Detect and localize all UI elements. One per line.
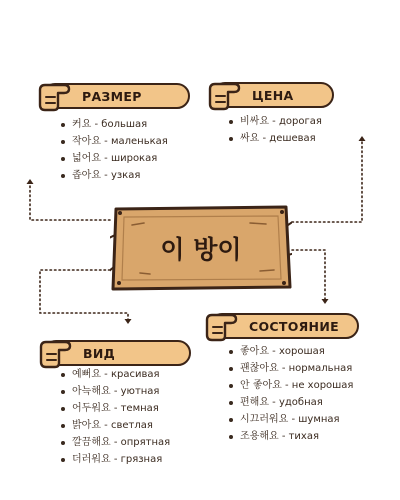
look-label-text: ВИД — [83, 345, 116, 361]
list-item: 예뻐요 - красивая — [60, 366, 170, 383]
list-item: 더러워요 - грязная — [60, 451, 170, 468]
list-item: 좁아요 - узкая — [60, 167, 168, 184]
size-list — [60, 116, 168, 184]
list-item: 좋아요 - хорошая — [228, 343, 353, 360]
price-label — [212, 82, 334, 108]
size-label — [42, 83, 190, 109]
price-label-text: ЦЕНА — [252, 87, 294, 103]
pointing-hand-icon — [206, 79, 246, 113]
list-item: 괜찮아요 - нормальная — [228, 360, 353, 377]
price-list — [228, 113, 322, 147]
size-label-text: РАЗМЕР — [82, 88, 142, 104]
list-item: 싸요 - дешевая — [228, 130, 322, 147]
condition-label-text: СОСТОЯНИЕ — [249, 318, 339, 334]
pointing-hand-icon — [203, 310, 243, 344]
list-item: 밝아요 - светлая — [60, 417, 170, 434]
list-item: 조용해요 - тихая — [228, 428, 353, 445]
look-label — [43, 340, 191, 366]
center-title: 이 방이 — [160, 235, 242, 264]
list-item: 커요 - большая — [60, 116, 168, 133]
list-item: 시끄러워요 - шумная — [228, 411, 353, 428]
list-item: 어두워요 - темная — [60, 400, 170, 417]
list-item: 아늑해요 - уютная — [60, 383, 170, 400]
list-item: 작아요 - маленькая — [60, 133, 168, 150]
list-item: 깔끔해요 - опрятная — [60, 434, 170, 451]
pointing-hand-icon — [36, 80, 76, 114]
condition-list — [228, 343, 353, 445]
list-item: 안 좋아요 - не хорошая — [228, 377, 353, 394]
list-item: 비싸요 - дорогая — [228, 113, 322, 130]
look-list — [60, 366, 170, 468]
list-item: 편해요 - удобная — [228, 394, 353, 411]
condition-label — [209, 313, 359, 339]
list-item: 넓어요 - широкая — [60, 150, 168, 167]
